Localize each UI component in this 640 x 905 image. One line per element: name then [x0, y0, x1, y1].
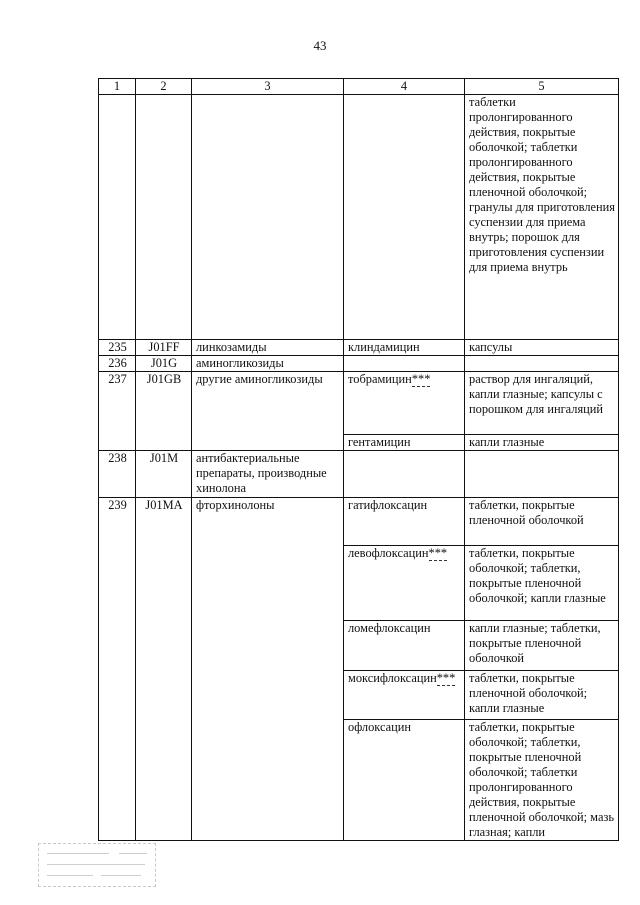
group-cell [192, 95, 344, 340]
drug-name: гентамицин [344, 435, 465, 451]
dosage-form: таблетки, покрытые пленочной оболочкой [465, 498, 619, 546]
row-number: 238 [99, 451, 136, 498]
group-name: антибактериальные препараты, производные хинолона [192, 451, 344, 498]
drug-name: гатифлоксацин [344, 498, 465, 546]
faint-stamp [38, 843, 156, 887]
drug-cell [344, 356, 465, 372]
atc-code: J01GB [136, 372, 192, 451]
table-row [99, 340, 619, 356]
drug-name: моксифлоксацин [348, 671, 437, 685]
drug-name: тобрамицин [348, 372, 412, 386]
atc-code: J01M [136, 451, 192, 498]
column-number-row [99, 79, 619, 95]
group-name: фторхинолоны [192, 498, 344, 841]
drug-name: офлоксацин [344, 720, 465, 841]
group-name: другие аминогликозиды [192, 372, 344, 451]
dosage-form: таблетки, покрытые оболочкой; таблетки, покрытые пленочной оболочкой; таблетки пролонгированного действия, покрытые пленочной оболочкой; мазь глазная; капли [465, 720, 619, 841]
dosage-form: капсулы [465, 340, 619, 356]
table-row [99, 372, 619, 435]
dosage-form: капли глазные [465, 435, 619, 451]
column-number: 3 [192, 79, 344, 95]
drug-list-table [98, 78, 619, 841]
table-row [99, 451, 619, 498]
row-number: 239 [99, 498, 136, 841]
dosage-form: таблетки, покрытые оболочкой; таблетки, покрытые пленочной оболочкой; капли глазные [465, 546, 619, 621]
table-row [99, 356, 619, 372]
column-number: 2 [136, 79, 192, 95]
dosage-form-cell [465, 451, 619, 498]
drug-name: клиндамицин [344, 340, 465, 356]
drug-cell [344, 372, 465, 435]
dosage-form-cell [465, 356, 619, 372]
drug-cell [344, 671, 465, 720]
footnote-marker: *** [411, 372, 431, 386]
atc-code: J01MA [136, 498, 192, 841]
column-number: 1 [99, 79, 136, 95]
table-row-continuation [99, 95, 619, 340]
row-number: 235 [99, 340, 136, 356]
page-number: 43 [313, 38, 327, 53]
dosage-form: раствор для ингаляций, капли глазные; капсулы с порошком для ингаляций [465, 372, 619, 435]
table-row [99, 498, 619, 546]
dosage-form: таблетки, покрытые пленочной оболочкой; капли глазные [465, 671, 619, 720]
drug-cell [344, 95, 465, 340]
row-number-cell [99, 95, 136, 340]
dosage-form-cell: таблетки пролонгированного действия, покрытые оболочкой; таблетки пролонгированного действия, покрытые пленочной оболочкой; гранулы для приготовления суспензии для приема внутрь; порошок для приготовления суспензии для приема внутрь [465, 95, 619, 340]
row-number: 236 [99, 356, 136, 372]
atc-code-cell [136, 95, 192, 340]
atc-code: J01G [136, 356, 192, 372]
drug-name: ломефлоксацин [344, 621, 465, 671]
column-number: 5 [465, 79, 619, 95]
drug-cell [344, 546, 465, 621]
drug-name: левофлоксацин [348, 546, 429, 560]
dosage-form: капли глазные; таблетки, покрытые пленочной оболочкой [465, 621, 619, 671]
footnote-marker: *** [428, 546, 448, 560]
group-name: линкозамиды [192, 340, 344, 356]
column-number: 4 [344, 79, 465, 95]
atc-code: J01FF [136, 340, 192, 356]
drug-cell [344, 451, 465, 498]
row-number: 237 [99, 372, 136, 451]
footnote-marker: *** [436, 671, 456, 685]
group-name: аминогликозиды [192, 356, 344, 372]
